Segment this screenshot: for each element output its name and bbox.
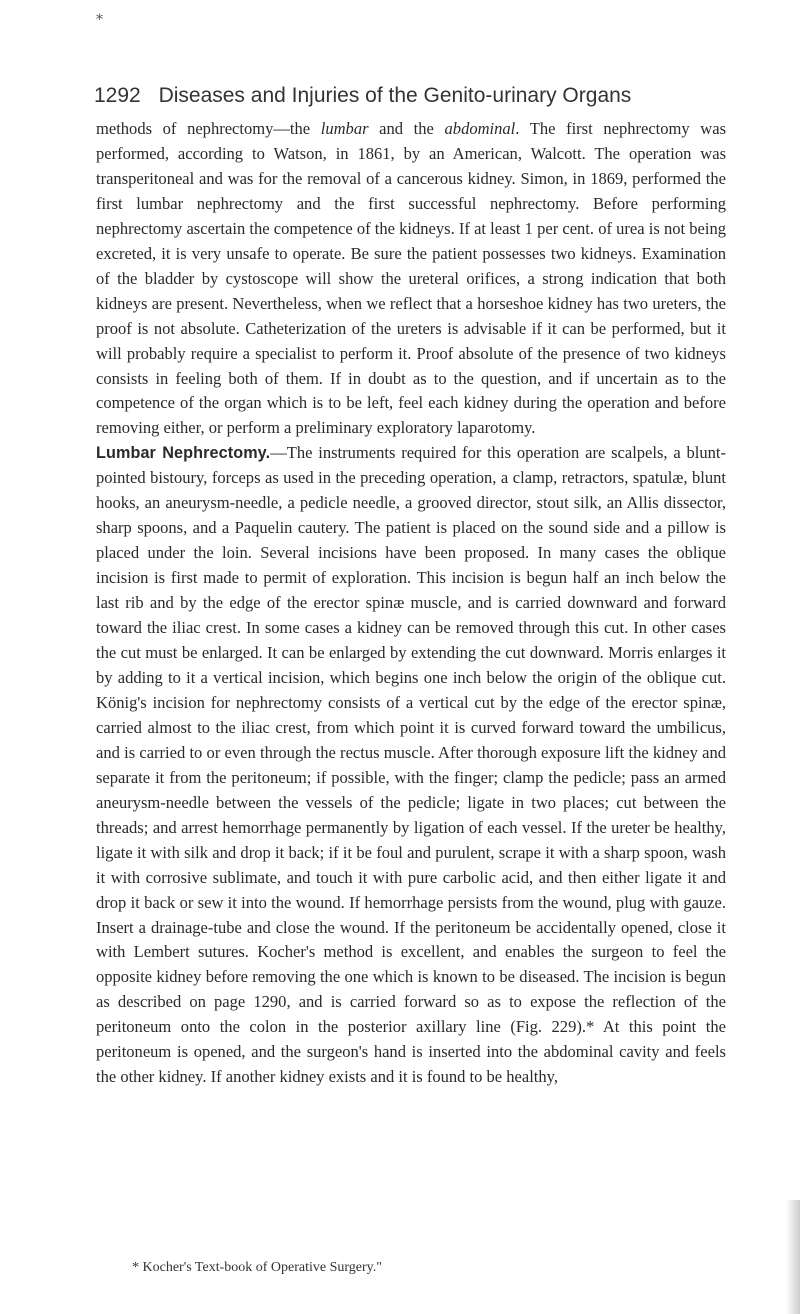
section-heading: Lumbar Nephrectomy. [96, 444, 271, 463]
chapter-title: Diseases and Injuries of the Genito-urinary Organs [158, 84, 632, 107]
paragraph-text-and: and the [368, 119, 445, 138]
page-number: 1292 [94, 84, 141, 107]
term-abdominal: abdominal [444, 119, 516, 138]
paragraph-methods [96, 117, 726, 441]
term-lumbar: lumbar [320, 119, 369, 138]
paragraph-text-start: methods of nephrectomy—the [96, 119, 321, 138]
page-mark: * [96, 12, 103, 28]
running-header [94, 84, 734, 108]
section-text: —The instruments required for this operation are scalpels, a blunt-pointed bistoury, forceps as used in the preceding operation, a clamp, retractors, spatulæ, blunt hooks, an aneurysm-needle, a pedicle needle, a grooved director, stout silk, an Allis dissector, sharp spoons, and a Paquelin cautery. The patient is placed on the sound side and a pillow is placed under the loin. Several incisions have been proposed. In many cases the oblique incision is first made to permit of exploration. This incision is begun half an inch below the last rib and by the edge of the erector spinæ muscle, and is carried downward and forward toward the iliac crest. In some cases a kidney can be removed through this cut. In other cases the cut must be enlarged. It can be enlarged by extending the cut downward. Morris enlarges it by adding to it a vertical incision, which begins one inch below the origin of the oblique cut. König's incision for nephrectomy consists of a vertical cut by the edge of the erector spinæ, carried almost to the iliac crest, from which point it is curved forward toward the umbilicus, and is carried to or even through the rectus muscle. After thorough exposure lift the kidney and separate it from the peritoneum; if possible, with the finger; clamp the pedicle; pass an armed aneurysm-needle between the vessels of the pedicle; ligate in two places; cut between the threads; and arrest hemorrhage permanently by ligation of each vessel. If the ureter be healthy, ligate it with silk and drop it back; if it be foul and purulent, scrape it with a sharp spoon, wash it with corrosive sublimate, and touch it with pure carbolic acid, and then either ligate it and drop it back or sew it into the wound. If hemorrhage persists from the wound, plug with gauze. Insert a drainage-tube and close the wound. If the peritoneum be accidentally opened, close it with Lembert sutures. Kocher's method is excellent, and enables the surgeon to feel the opposite kidney before removing the one which is known to be diseased. The incision is begun as described on page 1290, and is carried forward so as to expose the reflection of the peritoneum onto the colon in the posterior axillary line (Fig. 229).* At this point the peritoneum is opened, and the surgeon's hand is inserted into the abdominal cavity and feels the other kidney. If another kidney exists and it is found to be healthy, [96, 443, 727, 1087]
paragraph-text-rest: . The first nephrectomy was performed, according to Watson, in 1861, by an American, Walcott. The operation was transperitoneal and was for the removal of a cancerous kidney. Simon, in 1869, performed the first lumbar nephrectomy and the first successful nephrectomy. Before performing nephrectomy ascertain the competence of the kidneys. If at least 1 per cent. of urea is not being excreted, it is very unsafe to operate. Be sure the patient possesses two kidneys. Examination of the bladder by cystoscope will show the ureteral orifices, a strong indication that both kidneys are present. Nevertheless, when we reflect that a horseshoe kidney has two ureters, the proof is not absolute. Catheterization of the ureters is advisable if it can be performed, but it will probably require a specialist to perform it. Proof absolute of the presence of two kidneys consists in feeling both of them. If in doubt as to the question, and if uncertain as to the competence of the organ which is to be left, feel each kidney during the operation and before removing either, or perform a preliminary exploratory laparotomy. [96, 119, 727, 438]
body-text [96, 117, 726, 1090]
paragraph-lumbar-nephrectomy [96, 441, 726, 1090]
page-edge-shadow [786, 1200, 800, 1314]
footnote: * Kocher's Text-book of Operative Surgery." [132, 1260, 382, 1275]
